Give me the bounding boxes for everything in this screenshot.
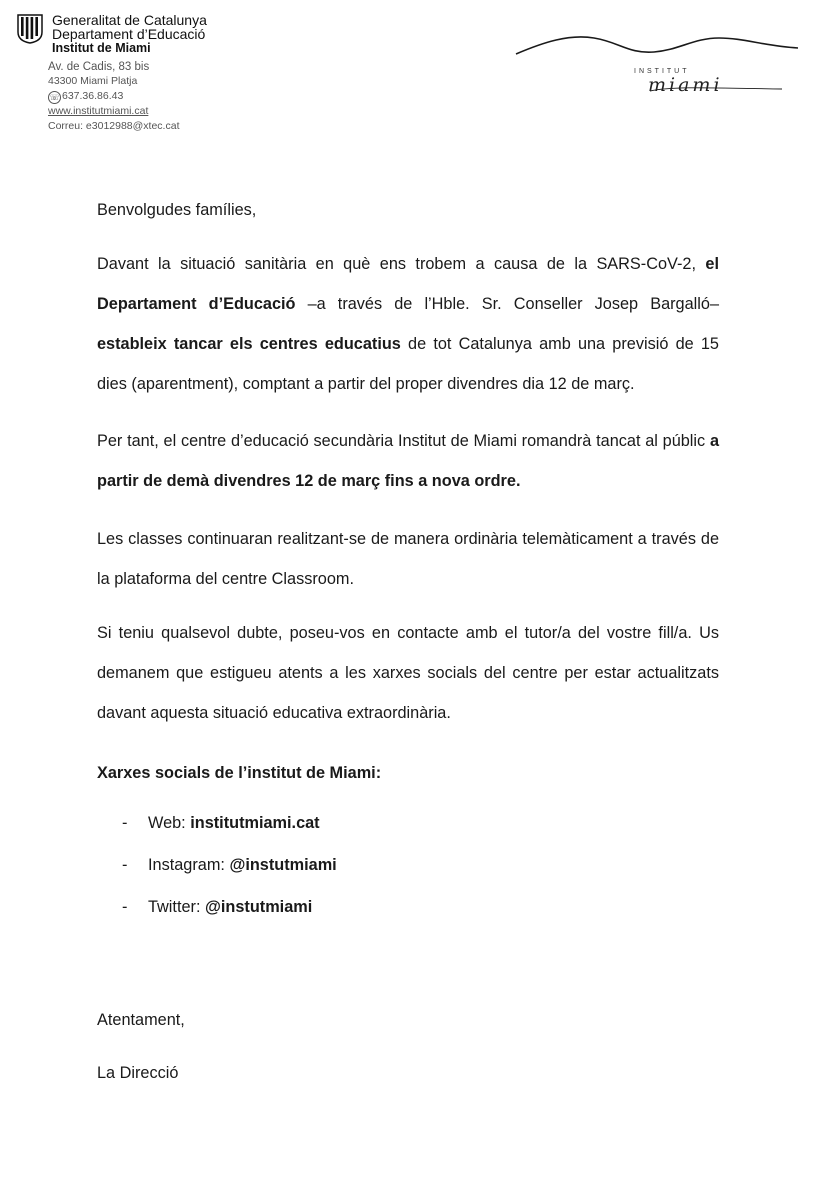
org-line-2: Departament d’Educació	[52, 26, 206, 42]
social-heading-text: Xarxes socials de l’institut de Miami:	[97, 764, 382, 782]
p1-text-e: de tot Catalunya amb una previsió de 15 dies (aparentment), comptant a partir del proper divendres dia 12 de març.	[97, 335, 719, 393]
twitter-value[interactable]: @instutmiami	[205, 898, 313, 916]
street-address: Av. de Cadis, 83 bis	[48, 61, 150, 73]
instagram-value[interactable]: @instutmiami	[229, 856, 337, 874]
list-dash: -	[122, 814, 128, 832]
logo-miami-word: miami	[648, 74, 723, 96]
letterhead-org	[52, 13, 207, 55]
list-item-web	[122, 814, 320, 833]
postal-address: 43300 Miami Platja	[48, 75, 138, 87]
school-name: Institut de Miami	[52, 41, 151, 55]
p1-text-a: Davant la situació sanitària en què ens trobem a causa de la SARS-CoV-2,	[97, 255, 706, 273]
website-link[interactable]: www.institutmiami.cat	[48, 105, 149, 117]
list-label: Instagram:	[148, 856, 230, 874]
p1-text-c: –a través de l’Hble. Sr. Conseller Josep Bargalló–	[295, 295, 719, 313]
p2-text-a: Per tant, el centre d’educació secundària Institut de Miami romandrà tancat al públic	[97, 432, 710, 450]
org-line-1: Generalitat de Catalunya	[52, 12, 207, 28]
paragraph-school-closed	[97, 421, 719, 501]
generalitat-logo-icon	[16, 14, 44, 44]
list-dash: -	[122, 898, 128, 916]
signature: La Direcció	[97, 1064, 179, 1082]
list-label: Twitter:	[148, 898, 205, 916]
web-value[interactable]: institutmiami.cat	[190, 814, 320, 832]
p1-bold-department: el Departament d’Educació	[97, 255, 719, 313]
social-heading	[97, 761, 719, 785]
p2-bold-date: a partir de demà divendres 12 de març fins a nova ordre.	[97, 432, 719, 490]
closing: Atentament,	[97, 1011, 185, 1029]
phone-icon: ☏	[49, 93, 60, 102]
list-label: Web:	[148, 814, 191, 832]
p1-bold-close-centres: estableix tancar els centres educatius	[97, 335, 401, 353]
letterhead-address	[48, 60, 180, 134]
list-item-instagram	[122, 856, 337, 875]
list-dash: -	[122, 856, 128, 874]
logo-institut-text: INSTITUT	[634, 68, 690, 75]
phone-row	[48, 89, 180, 104]
paragraph-contact: Si teniu qualsevol dubte, poseu-vos en contacte amb el tutor/a del vostre fill/a. Us demanem que estigueu atents a les xarxes socials del centre per estar actualitzats davant aquesta situació educativa extraordinària.	[97, 624, 719, 722]
greeting: Benvolgudes famílies,	[97, 201, 257, 219]
paragraph-closure	[97, 244, 719, 404]
list-item-twitter	[122, 898, 312, 917]
paragraph-classes: Les classes continuaran realitzant-se de manera ordinària telemàticament a través de la plataforma del centre Classroom.	[97, 530, 719, 588]
phone-number: 637.36.86.43	[62, 90, 124, 102]
email-address: Correu: e3012988@xtec.cat	[48, 120, 180, 132]
